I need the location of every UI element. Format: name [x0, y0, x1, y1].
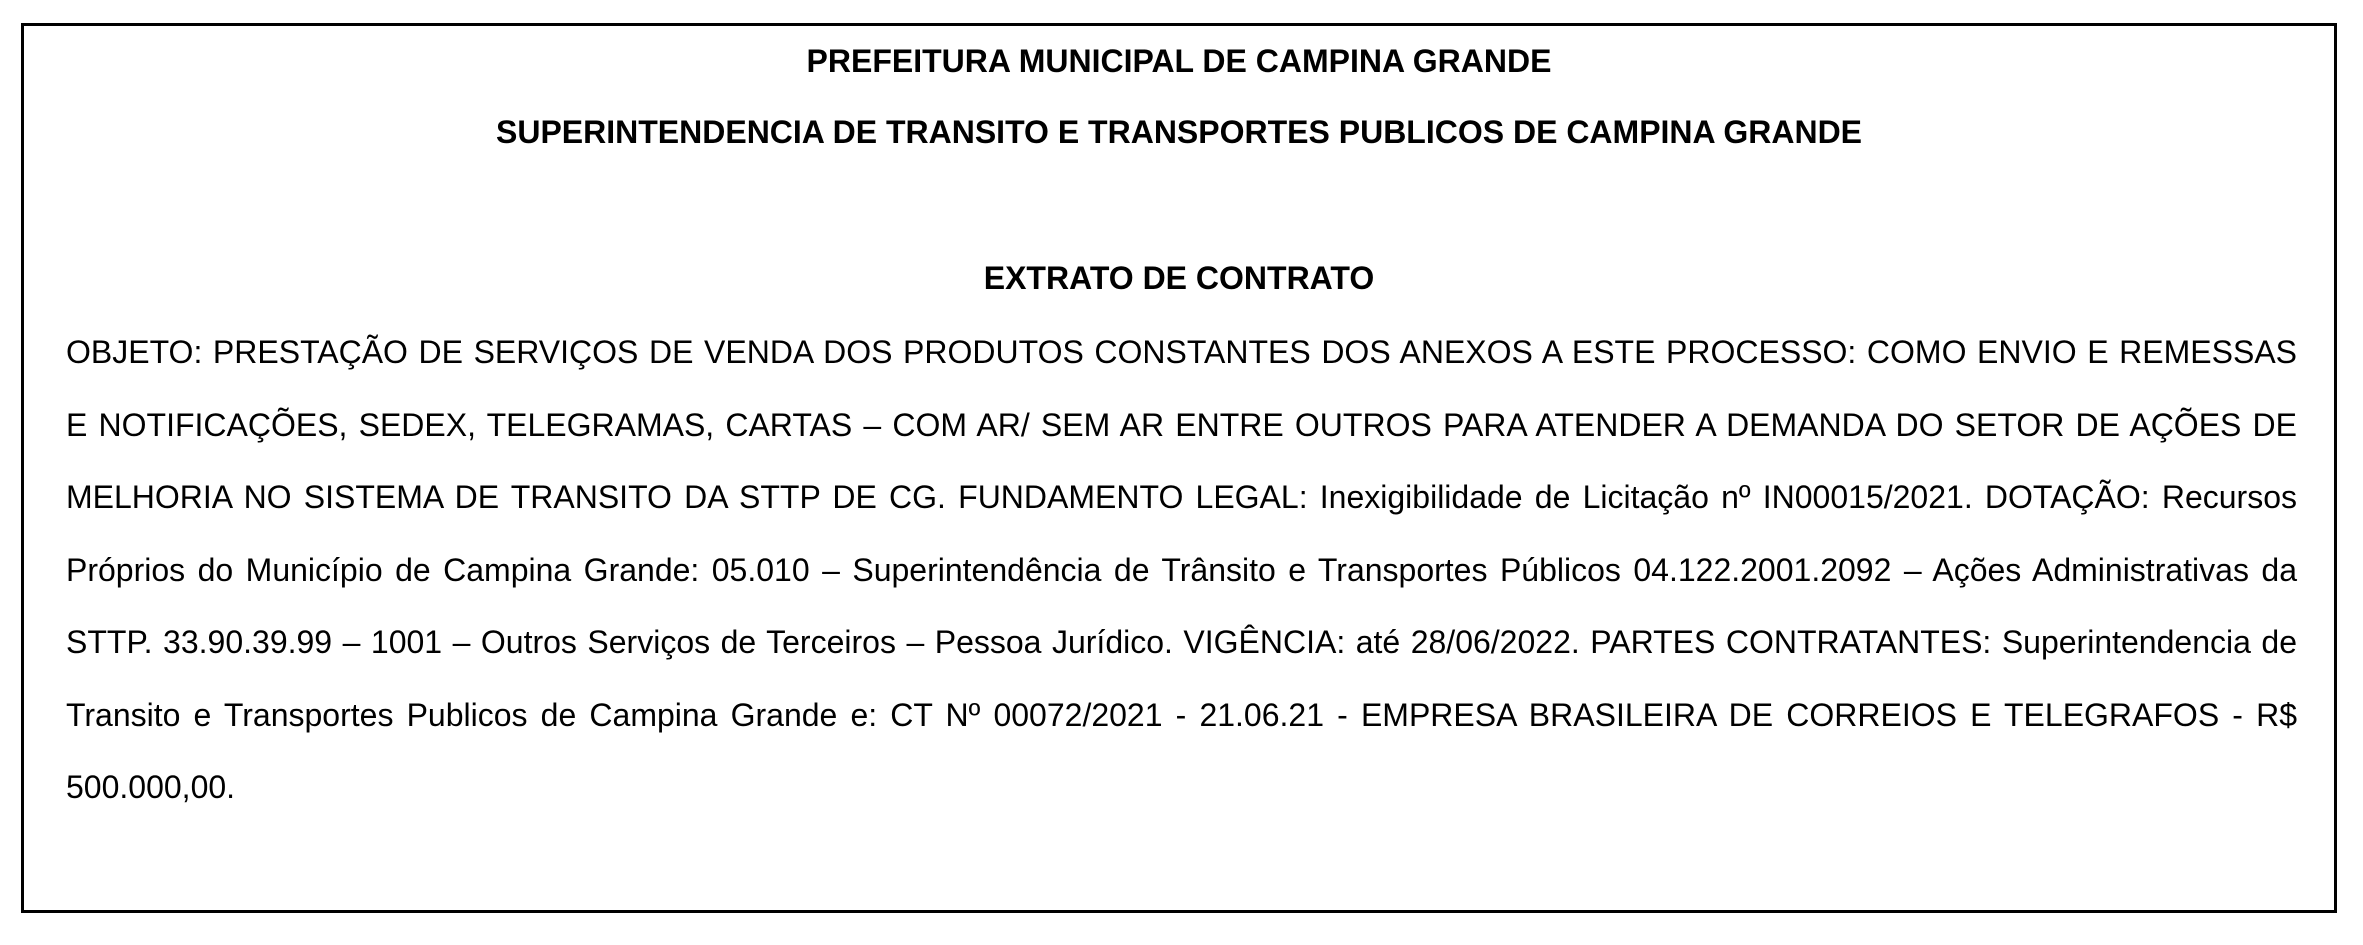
contract-extract-body: OBJETO: PRESTAÇÃO DE SERVIÇOS DE VENDA DOS PRODUTOS CONSTANTES DOS ANEXOS A ESTE PROCESSO: COMO ENVIO E REMESSAS E NOTIFICAÇÕES, SEDEX, TELEGRAMAS, CARTAS – COM AR/ SEM AR ENTRE OUTROS PARA ATENDER A DEMANDA DO SETOR DE AÇÕES DE MELHORIA NO SISTEMA DE TRANSITO DA STTP DE CG. FUNDAMENTO LEGAL: Inexigibilidade de Licitação nº IN00015/2021. DOTAÇÃO: Recursos Próprios do Município de Campina Grande: 05.010 – Superintendência de Trânsito e Transportes Públicos 04.122.2001.2092 – Ações Administrativas da STTP. 33.90.39.99 – 1001 – Outros Serviços de Terceiros – Pessoa Jurídico. VIGÊNCIA: até 28/06/2022. PARTES CONTRATANTES: Superintendencia de Transito e Transportes Publicos de Campina Grande e: CT Nº 00072/2021 - 21.06.21 - EMPRESA BRASILEIRA DE CORREIOS E TELEGRAFOS - R$ 500.000,00.	[66, 334, 2297, 805]
header-municipality: PREFEITURA MUNICIPAL DE CAMPINA GRANDE	[806, 43, 1552, 79]
header-agency: SUPERINTENDENCIA DE TRANSITO E TRANSPORTES PUBLICOS DE CAMPINA GRANDE	[495, 114, 1863, 150]
document-title: EXTRATO DE CONTRATO	[983, 260, 1375, 296]
document-frame	[21, 23, 2337, 913]
